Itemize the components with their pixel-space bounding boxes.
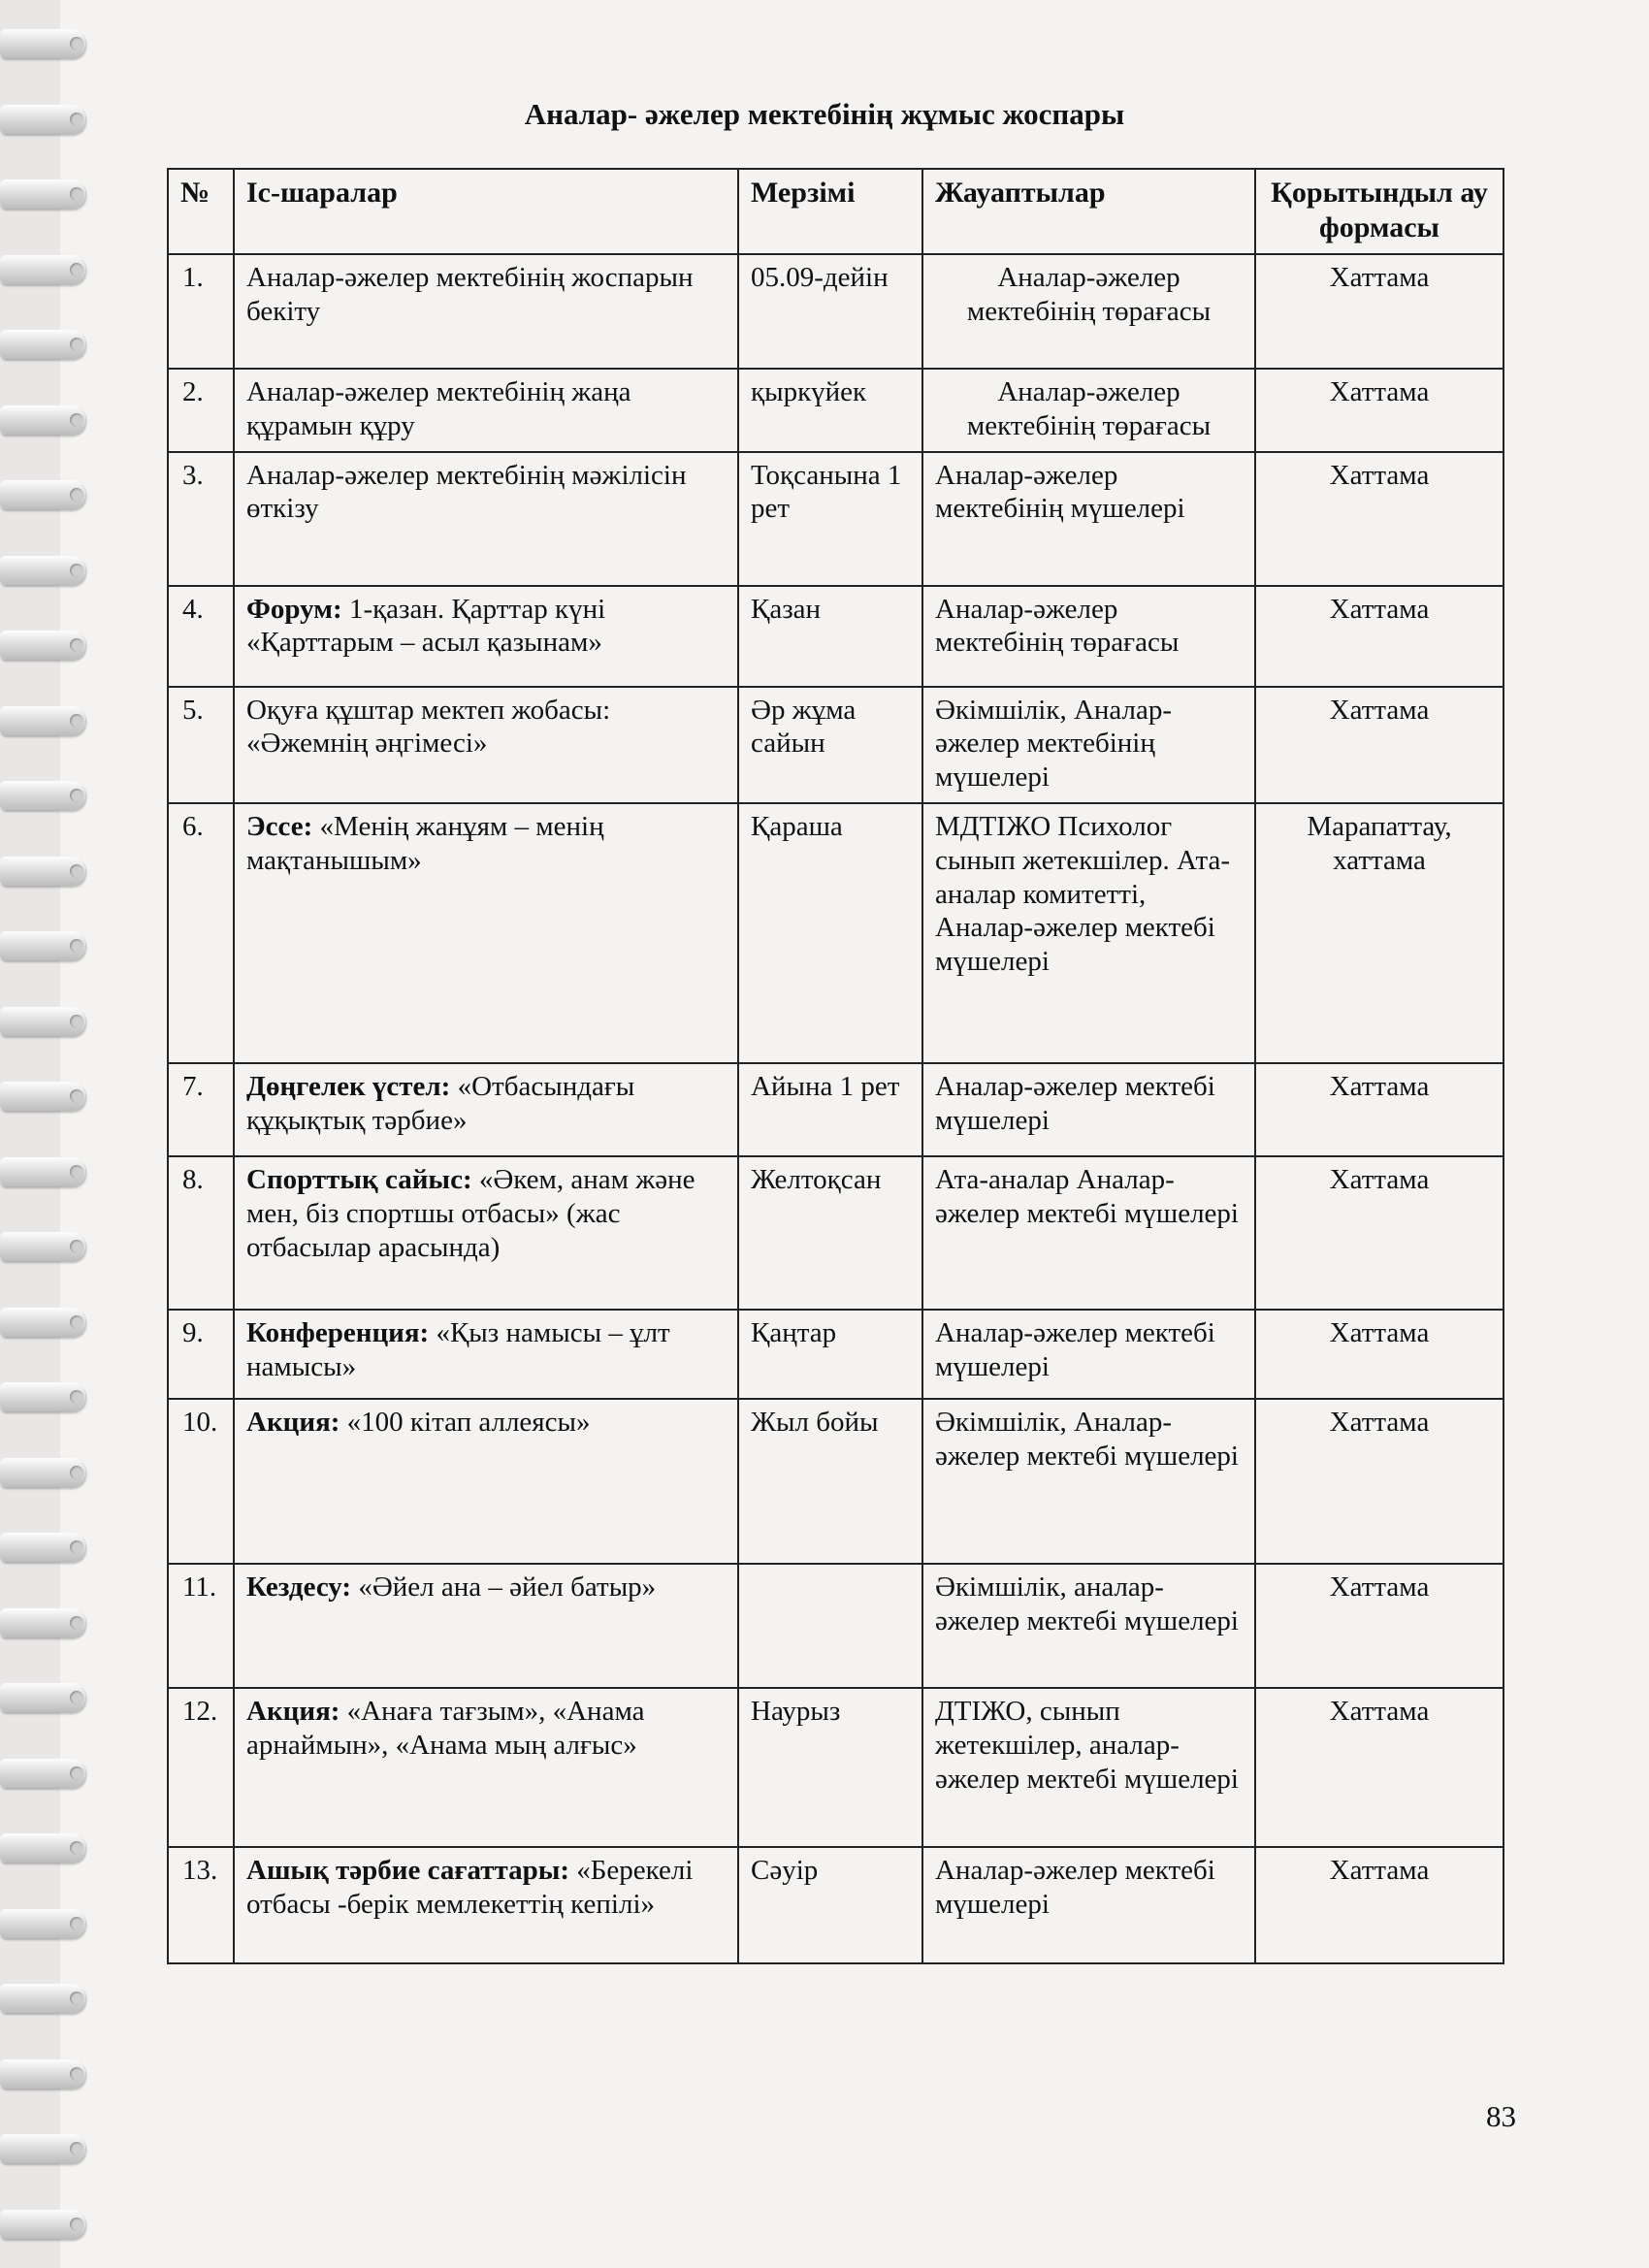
table-row — [168, 586, 1504, 687]
table-row — [168, 369, 1504, 452]
event-cell — [234, 687, 738, 803]
binding-hole — [70, 1466, 83, 1479]
binding-hole — [70, 1089, 83, 1103]
event-title: «Менің жанұям – менің мақтанышым» — [246, 810, 604, 876]
row-number: 5. — [168, 687, 234, 803]
header-deadline: Мерзімі — [738, 169, 922, 254]
responsible-cell: Әкімшілік, Аналар-әжелер мектебінің мүшелері — [922, 687, 1255, 803]
binding-hole — [70, 263, 83, 276]
event-cell — [234, 1063, 738, 1156]
event-title: 1-қазан. Қарттар күні «Қарттарым – асыл қазынам» — [246, 593, 606, 659]
deadline-cell: Сәуір — [738, 1847, 922, 1963]
binding-hole — [70, 187, 83, 201]
binding-hole — [70, 338, 83, 351]
table-row — [168, 1688, 1504, 1847]
event-cell — [234, 452, 738, 586]
result-form-cell: Хаттама — [1255, 369, 1504, 452]
event-title: «Отбасындағы құқықтық тәрбие» — [246, 1070, 635, 1136]
responsible-cell: Әкімшілік, аналар-әжелер мектебі мүшелері — [922, 1564, 1255, 1688]
binding-hole — [70, 2142, 83, 2155]
table-row — [168, 687, 1504, 803]
deadline-cell: Айына 1 рет — [738, 1063, 922, 1156]
binding-hole — [70, 413, 83, 427]
event-type: Кездесу: — [246, 1571, 352, 1603]
event-cell — [234, 1564, 738, 1688]
result-form-cell: Хаттама — [1255, 1063, 1504, 1156]
table-row — [168, 1847, 1504, 1963]
event-title: Аналар-әжелер мектебінің мәжілісін өткізу — [246, 459, 687, 525]
deadline-cell: 05.09-дейін — [738, 254, 922, 369]
binding-hole — [70, 939, 83, 953]
row-number: 2. — [168, 369, 234, 452]
event-title: Оқуға құштар мектеп жобасы: «Әжемнің әңгімесі» — [246, 694, 611, 760]
header-number: № — [168, 169, 234, 254]
row-number: 10. — [168, 1399, 234, 1564]
deadline-cell — [738, 1564, 922, 1688]
binding-hole — [70, 1766, 83, 1780]
event-cell — [234, 369, 738, 452]
work-plan-table — [167, 168, 1504, 1964]
event-title: «Анаға тағзым», «Анама арнаймын», «Анама мың алғыс» — [246, 1695, 645, 1761]
result-form-cell: Хаттама — [1255, 1399, 1504, 1564]
event-title: «Берекелі отбасы -берік мемлекеттің кепілі» — [246, 1854, 694, 1920]
table-row — [168, 1310, 1504, 1399]
responsible-cell: Әкімшілік, Аналар-әжелер мектебі мүшелері — [922, 1399, 1255, 1564]
row-number: 11. — [168, 1564, 234, 1688]
deadline-cell: Тоқсанына 1 рет — [738, 452, 922, 586]
responsible-cell: Аналар-әжелер мектебінің төрағасы — [922, 369, 1255, 452]
table-header-row — [168, 169, 1504, 254]
deadline-cell: Әр жұма сайын — [738, 687, 922, 803]
deadline-cell: Наурыз — [738, 1688, 922, 1847]
binding-hole — [70, 1992, 83, 2005]
table-row — [168, 1564, 1504, 1688]
event-type: Форум: — [246, 593, 342, 625]
row-number: 7. — [168, 1063, 234, 1156]
binding-hole — [70, 2067, 83, 2081]
binding-hole — [70, 714, 83, 728]
result-form-cell: Хаттама — [1255, 254, 1504, 369]
binding-hole — [70, 564, 83, 577]
table-row — [168, 452, 1504, 586]
deadline-cell: қыркүйек — [738, 369, 922, 452]
binding-hole — [70, 37, 83, 50]
event-cell — [234, 254, 738, 369]
page-number: 83 — [1486, 2099, 1516, 2133]
row-number: 12. — [168, 1688, 234, 1847]
event-type: Эссе: — [246, 810, 313, 842]
table-row — [168, 1399, 1504, 1564]
spiral-binding — [0, 0, 87, 2268]
binding-hole — [70, 1165, 83, 1179]
event-cell — [234, 803, 738, 1063]
binding-hole — [70, 2218, 83, 2231]
event-title: «Әйел ана – әйел батыр» — [351, 1571, 657, 1603]
result-form-cell: Хаттама — [1255, 1310, 1504, 1399]
row-number: 1. — [168, 254, 234, 369]
event-title: Аналар-әжелер мектебінің жоспарын бекіту — [246, 262, 694, 327]
deadline-cell: Қазан — [738, 586, 922, 687]
result-form-cell: Хаттама — [1255, 1156, 1504, 1310]
binding-hole — [70, 1917, 83, 1930]
result-form-cell: Хаттама — [1255, 1688, 1504, 1847]
row-number: 3. — [168, 452, 234, 586]
binding-hole — [70, 1691, 83, 1704]
binding-hole — [70, 488, 83, 502]
event-cell — [234, 1156, 738, 1310]
header-events: Іс-шаралар — [234, 169, 738, 254]
binding-hole — [70, 1540, 83, 1554]
row-number: 6. — [168, 803, 234, 1063]
deadline-cell: Желтоқсан — [738, 1156, 922, 1310]
event-cell — [234, 1847, 738, 1963]
deadline-cell: Қараша — [738, 803, 922, 1063]
event-type: Акция: — [246, 1406, 340, 1438]
event-cell — [234, 1399, 738, 1564]
responsible-cell: Аналар-әжелер мектебінің мүшелері — [922, 452, 1255, 586]
table-row — [168, 1063, 1504, 1156]
binding-hole — [70, 789, 83, 802]
binding-hole — [70, 1315, 83, 1329]
responsible-cell: Аналар-әжелер мектебінің төрағасы — [922, 586, 1255, 687]
event-title: Аналар-әжелер мектебінің жаңа құрамын құру — [246, 376, 631, 441]
result-form-cell: Марапаттау, хаттама — [1255, 803, 1504, 1063]
table-row — [168, 803, 1504, 1063]
responsible-cell: ДТІЖО, сынып жетекшілер, аналар-әжелер мектебі мүшелері — [922, 1688, 1255, 1847]
event-cell — [234, 586, 738, 687]
responsible-cell: Ата-аналар Аналар-әжелер мектебі мүшелері — [922, 1156, 1255, 1310]
responsible-cell: МДТІЖО Психолог сынып жетекшілер. Ата-аналар комитетті, Аналар-әжелер мектебі мүшелері — [922, 803, 1255, 1063]
responsible-cell: Аналар-әжелер мектебі мүшелері — [922, 1063, 1255, 1156]
deadline-cell: Қаңтар — [738, 1310, 922, 1399]
event-title: «100 кітап аллеясы» — [340, 1406, 591, 1438]
header-result-form: Қорытындыл ау формасы — [1255, 169, 1504, 254]
result-form-cell: Хаттама — [1255, 586, 1504, 687]
binding-hole — [70, 1390, 83, 1404]
responsible-cell: Аналар-әжелер мектебі мүшелері — [922, 1847, 1255, 1963]
binding-hole — [70, 1616, 83, 1630]
row-number: 8. — [168, 1156, 234, 1310]
binding-hole — [70, 864, 83, 878]
binding-hole — [70, 1240, 83, 1253]
deadline-cell: Жыл бойы — [738, 1399, 922, 1564]
binding-hole — [70, 1841, 83, 1855]
binding-hole — [70, 1015, 83, 1028]
event-cell — [234, 1310, 738, 1399]
event-type: Спорттық сайыс: — [246, 1163, 472, 1195]
header-responsible: Жауаптылар — [922, 169, 1255, 254]
event-type: Конференция: — [246, 1316, 430, 1348]
row-number: 13. — [168, 1847, 234, 1963]
event-type: Дөңгелек үстел: — [246, 1070, 451, 1102]
row-number: 4. — [168, 586, 234, 687]
row-number: 9. — [168, 1310, 234, 1399]
event-title: «Әкем, анам және мен, біз спортшы отбасы» (жас отбасылар арасында) — [246, 1163, 695, 1263]
page-title: Аналар- әжелер мектебінің жұмыс жоспары — [524, 97, 1125, 131]
result-form-cell: Хаттама — [1255, 1564, 1504, 1688]
event-title: «Қыз намысы – ұлт намысы» — [246, 1316, 670, 1382]
result-form-cell: Хаттама — [1255, 452, 1504, 586]
event-type: Ашық тәрбие сағаттары: — [246, 1854, 570, 1886]
table-row — [168, 1156, 1504, 1310]
result-form-cell: Хаттама — [1255, 687, 1504, 803]
event-cell — [234, 1688, 738, 1847]
responsible-cell: Аналар-әжелер мектебінің төрағасы — [922, 254, 1255, 369]
binding-hole — [70, 638, 83, 652]
responsible-cell: Аналар-әжелер мектебі мүшелері — [922, 1310, 1255, 1399]
result-form-cell: Хаттама — [1255, 1847, 1504, 1963]
table-row — [168, 254, 1504, 369]
event-type: Акция: — [246, 1695, 340, 1727]
